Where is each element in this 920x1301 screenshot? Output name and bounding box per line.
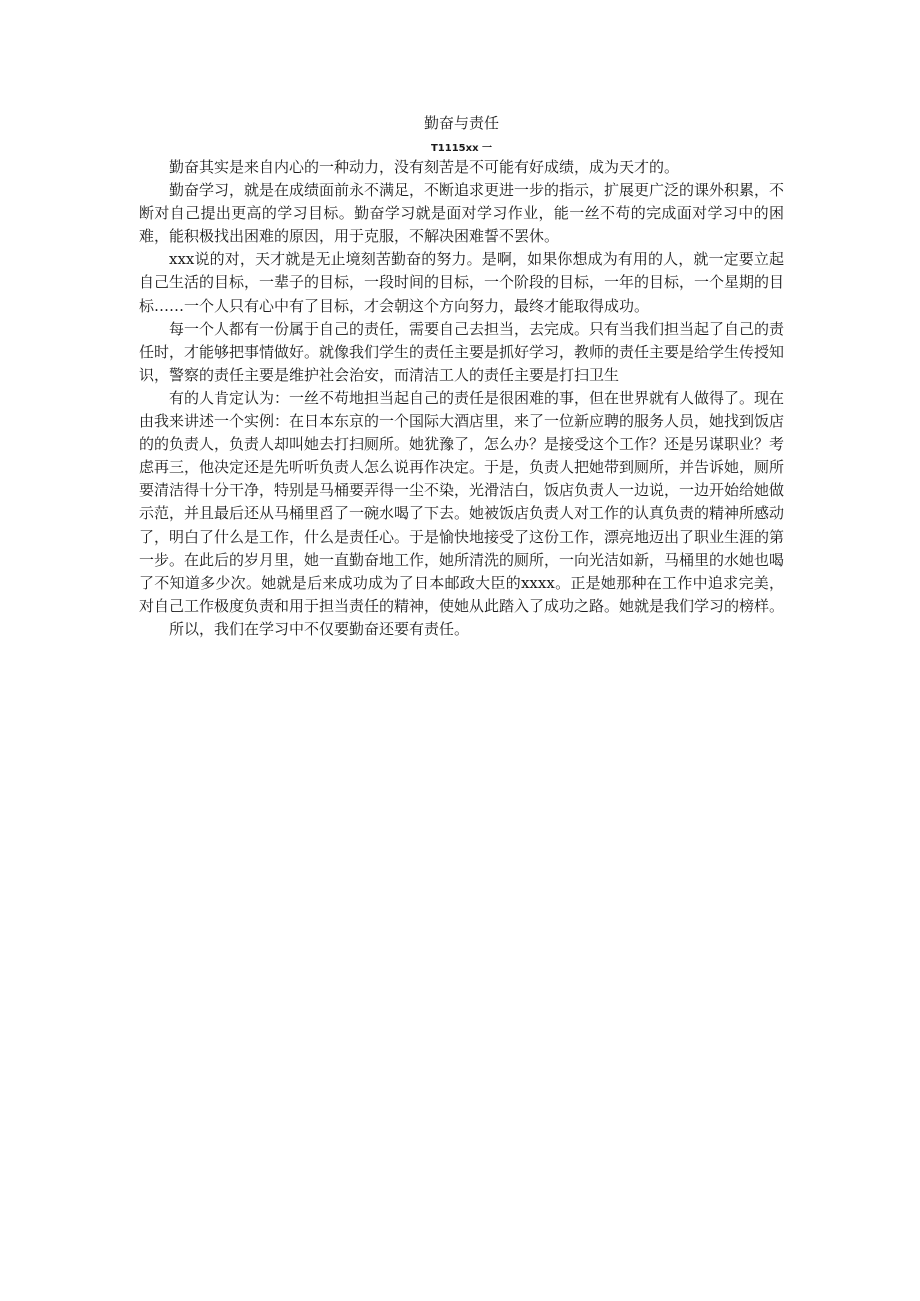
paragraph: 勤奋其实是来自内心的一种动力，没有刻苦是不可能有好成绩，成为天才的。: [169, 158, 680, 176]
paragraph: 勤奋学习，就是在成绩面前永不满足，不断追求更进一步的指示，扩展更广泛的课外积累，不断对自己提出更高的学习目标。勤奋学习就是面对学习作业，能一丝不苟的完成面对学习中的困难，能积极找出困难的原因，用于克服，不解决困难誓不罢休。: [139, 181, 785, 246]
paragraph: xxx说的对，天才就是无止境刻苦勤奋的努力。是啊，如果你想成为有用的人，就一定要立起自己生活的目标，一辈子的目标，一段时间的目标，一个阶段的目标，一年的目标，一个星期的目标……一个人只有心中有了目标，才会朝这个方向努力，最终才能取得成功。: [139, 250, 785, 315]
document-body: [139, 156, 784, 641]
paragraph: 每一个人都有一份属于自己的责任，需要自己去担当，去完成。只有当我们担当起了自己的责任时，才能够把事情做好。就像我们学生的责任主要是抓好学习，教师的责任主要是给学生传授知识，警察的责任主要是维护社会治安，而清洁工人的责任主要是打扫卫生: [139, 319, 785, 384]
document-title: 勤奋与责任: [423, 114, 499, 132]
document-page: [139, 110, 784, 641]
paragraph: 所以，我们在学习中不仅要勤奋还要有责任。: [169, 619, 470, 638]
paragraph: 有的人肯定认为：一丝不苟地担当起自己的责任是很困难的事，但在世界就有人做得了。现在由我来讲述一个实例：在日本东京的一个国际大酒店里，来了一位新应聘的服务人员，她找到饭店的的负责人，负责人却叫她去打扫厕所。她犹豫了，怎么办？是接受这个工作？还是另谋职业？考虑再三，他决定还是先听听负责人怎么说再作决定。于是，负责人把她带到厕所，并告诉她，厕所要清洁得十分干净，特别是马桶要弄得一尘不染，光滑洁白，饭店负责人一边说，一边开始给她做示范，并且最后还从马桶里舀了一碗水喝了下去。她被饭店负责人对工作的认真负责的精神所感动了，明白了什么是工作，什么是责任心。于是愉快地接受了这份工作，漂亮地迈出了职业生涯的第一步。在此后的岁月里，她一直勤奋地工作，她所清洗的厕所，一向光洁如新，马桶里的水她也喝了不知道多少次。她就是后来成功成为了日本邮政大臣的xxxx。正是她那种在工作中追求完美，对自己工作极度负责和用于担当责任的精神，使她从此踏入了成功之路。她就是我们学习的榜样。: [139, 388, 785, 615]
document-subtitle: T1115xx 一: [430, 143, 493, 154]
